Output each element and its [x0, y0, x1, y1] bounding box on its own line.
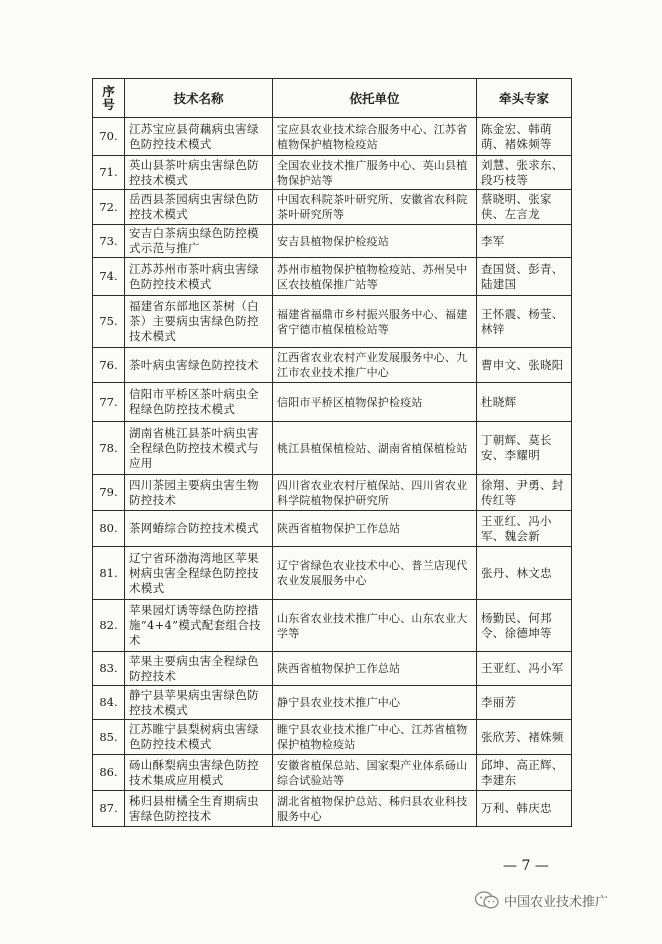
lead-expert: 万利、韩庆忠 [477, 791, 572, 827]
lead-expert: 陈金宏、韩萌萌、褚姝频等 [477, 118, 572, 156]
row-number: 73. [93, 225, 125, 258]
wechat-icon [474, 890, 500, 910]
row-number: 74. [93, 258, 125, 296]
lead-expert: 丁朝辉、莫长安、李耀明 [477, 422, 572, 475]
table-row [93, 600, 572, 652]
row-number: 85. [93, 720, 125, 755]
supporting-unit: 四川省农业农村厅植保站、四川省农业科学院植物保护研究所 [273, 475, 477, 511]
watermark-text: 中国农业技术推广 [504, 894, 609, 910]
table-row [93, 755, 572, 791]
technology-name: 江苏苏州市茶叶病虫害绿色防控技术模式 [125, 258, 273, 296]
lead-expert: 杨勤民、何邦令、徐德坤等 [477, 600, 572, 652]
supporting-unit: 全国农业技术推广服务中心、英山县植物保护站等 [273, 156, 477, 190]
row-number: 70. [93, 118, 125, 156]
row-number: 81. [93, 547, 125, 600]
row-number: 84. [93, 686, 125, 720]
lead-expert: 杜晓辉 [477, 383, 572, 422]
supporting-unit: 桃江县植保植检站、湖南省植保植检站 [273, 422, 477, 475]
header-unit: 依托单位 [273, 79, 477, 118]
technology-name: 信阳市平桥区茶叶病虫全程绿色防控技术模式 [125, 383, 273, 422]
table-row [93, 652, 572, 686]
row-number: 76. [93, 348, 125, 383]
header-name: 技术名称 [125, 79, 273, 118]
technology-name: 茶网蝽综合防控技术模式 [125, 511, 273, 547]
technology-name: 苹果园灯诱等绿色防控措施“4+4”模式配套组合技术 [125, 600, 273, 652]
lead-expert: 李军 [477, 225, 572, 258]
technology-name: 静宁县苹果病虫害绿色防控技术模式 [125, 686, 273, 720]
table-row [93, 475, 572, 511]
table-header-row [93, 79, 572, 118]
technology-name: 江苏睢宁县梨树病虫害绿色防控技术模式 [125, 720, 273, 755]
supporting-unit: 辽宁省绿色农业技术中心、普兰店现代农业发展服务中心 [273, 547, 477, 600]
supporting-unit: 信阳市平桥区植物保护检疫站 [273, 383, 477, 422]
supporting-unit: 安徽省植保总站、国家梨产业体系砀山综合试验站等 [273, 755, 477, 791]
page-number: — 7 — [503, 858, 549, 874]
lead-expert: 刘慧、张求东、段巧枝等 [477, 156, 572, 190]
supporting-unit: 山东省农业技术推广中心、山东农业大学等 [273, 600, 477, 652]
row-number: 83. [93, 652, 125, 686]
table-row [93, 422, 572, 475]
table-row [93, 348, 572, 383]
row-number: 80. [93, 511, 125, 547]
row-number: 86. [93, 755, 125, 791]
row-number: 87. [93, 791, 125, 827]
header-no: 序号 [93, 79, 125, 118]
row-number: 82. [93, 600, 125, 652]
table-row [93, 225, 572, 258]
supporting-unit: 福建省福鼎市乡村振兴服务中心、福建省宁德市植保植检站等 [273, 296, 477, 348]
supporting-unit: 安吉县植物保护检疫站 [273, 225, 477, 258]
technology-name: 秭归县柑橘全生育期病虫害绿色防控技术 [125, 791, 273, 827]
watermark [474, 890, 608, 910]
technology-name: 岳西县茶园病虫害绿色防控技术模式 [125, 190, 273, 225]
technology-name: 苹果主要病虫害全程绿色防控技术 [125, 652, 273, 686]
technology-name: 砀山酥梨病虫害绿色防控技术集成应用模式 [125, 755, 273, 791]
lead-expert: 王怀震、杨莹、林锌 [477, 296, 572, 348]
row-number: 79. [93, 475, 125, 511]
table-row [93, 258, 572, 296]
technology-name: 湖南省桃江县茶叶病虫害全程绿色防控技术模式与应用 [125, 422, 273, 475]
lead-expert: 蔡晓明、张家侠、左言龙 [477, 190, 572, 225]
lead-expert: 邱坤、高正辉、李建东 [477, 755, 572, 791]
row-number: 75. [93, 296, 125, 348]
row-number: 71. [93, 156, 125, 190]
lead-expert: 查国贤、彭青、陆建国 [477, 258, 572, 296]
technology-name: 茶叶病虫害绿色防控技术 [125, 348, 273, 383]
supporting-unit: 江西省农业农村产业发展服务中心、九江市农业技术推广中心 [273, 348, 477, 383]
table-row [93, 383, 572, 422]
table-row [93, 511, 572, 547]
table-row [93, 547, 572, 600]
supporting-unit: 宝应县农业技术综合服务中心、江苏省植物保护植物检疫站 [273, 118, 477, 156]
lead-expert: 徐翔、尹勇、封传红等 [477, 475, 572, 511]
lead-expert: 曹申文、张晓阳 [477, 348, 572, 383]
lead-expert: 王亚红、冯小军 [477, 652, 572, 686]
supporting-unit: 睢宁县农业技术推广中心、江苏省植物保护植物检疫站 [273, 720, 477, 755]
table-row [93, 118, 572, 156]
lead-expert: 张欣芳、褚姝频 [477, 720, 572, 755]
technology-name: 辽宁省环渤海湾地区苹果树病虫害全程绿色防控技术模式 [125, 547, 273, 600]
supporting-unit: 苏州市植物保护植物检疫站、苏州吴中区农技植保推广站等 [273, 258, 477, 296]
technology-name: 英山县茶叶病虫害绿色防控技术模式 [125, 156, 273, 190]
supporting-unit: 中国农科院茶叶研究所、安徽省农科院茶叶研究所等 [273, 190, 477, 225]
technology-name: 江苏宝应县荷藕病虫害绿色防控技术模式 [125, 118, 273, 156]
supporting-unit: 陕西省植物保护工作总站 [273, 652, 477, 686]
lead-expert: 王亚红、冯小军、魏会新 [477, 511, 572, 547]
technology-name: 四川茶园主要病虫害生物防控技术 [125, 475, 273, 511]
table-row [93, 686, 572, 720]
technology-name: 安吉白茶病虫绿色防控模式示范与推广 [125, 225, 273, 258]
supporting-unit: 静宁县农业技术推广中心 [273, 686, 477, 720]
table-row [93, 720, 572, 755]
supporting-unit: 湖北省植物保护总站、秭归县农业科技服务中心 [273, 791, 477, 827]
header-expert: 牵头专家 [477, 79, 572, 118]
table-row [93, 791, 572, 827]
table-row [93, 156, 572, 190]
row-number: 77. [93, 383, 125, 422]
row-number: 72. [93, 190, 125, 225]
technology-name: 福建省东部地区茶树（白茶）主要病虫害绿色防控技术模式 [125, 296, 273, 348]
lead-expert: 李丽芳 [477, 686, 572, 720]
row-number: 78. [93, 422, 125, 475]
table-row [93, 296, 572, 348]
technology-table [92, 78, 572, 827]
lead-expert: 张丹、林文忠 [477, 547, 572, 600]
table-row [93, 190, 572, 225]
supporting-unit: 陕西省植物保护工作总站 [273, 511, 477, 547]
